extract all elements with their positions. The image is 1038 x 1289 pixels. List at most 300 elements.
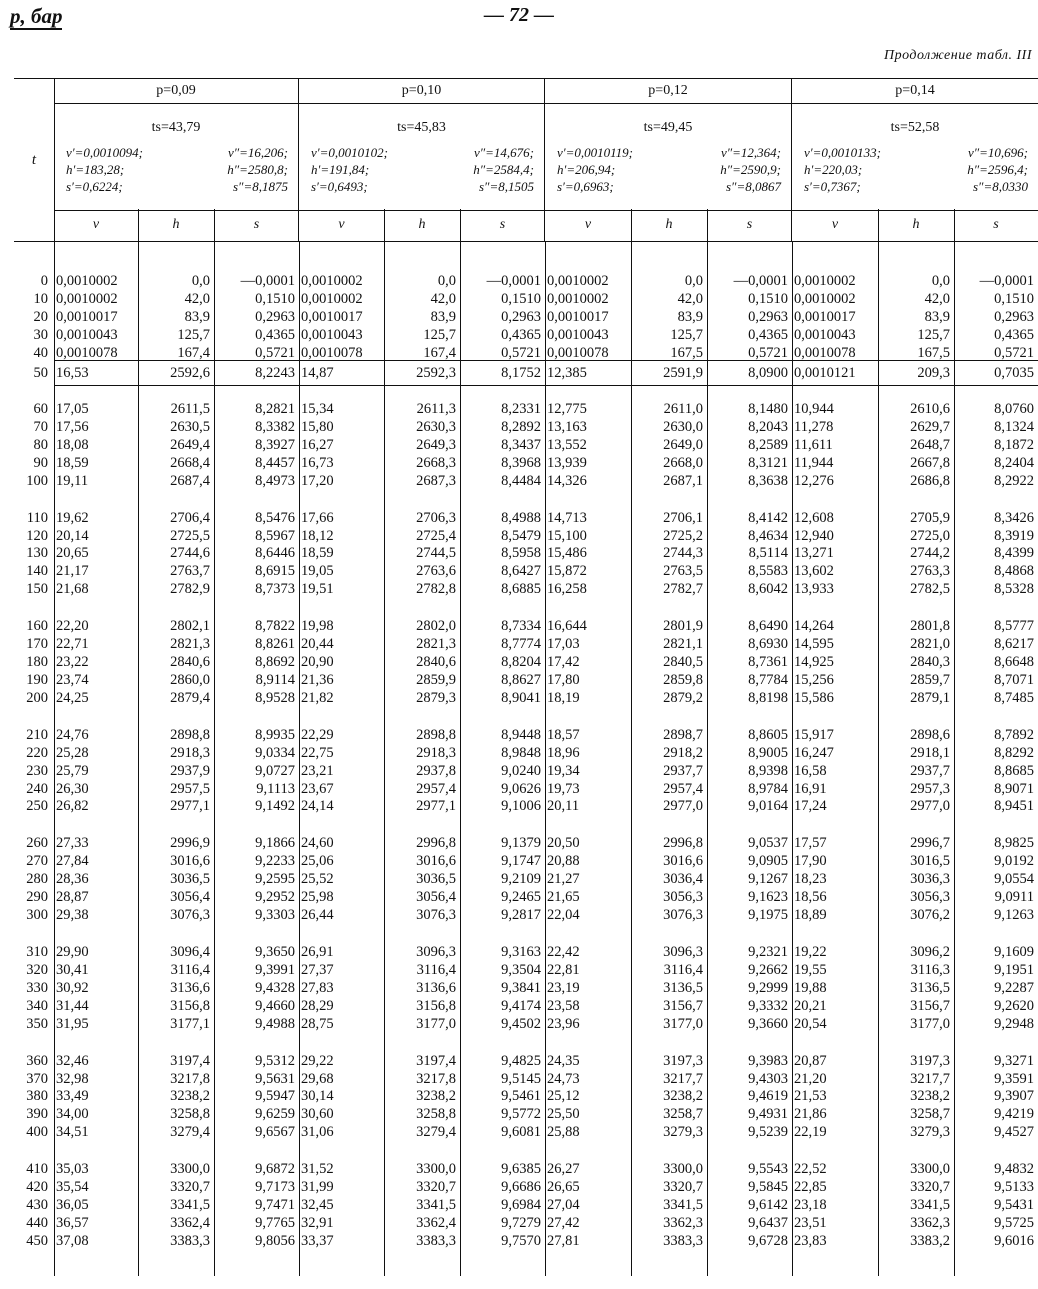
value-cell-h: 3341,5 (910, 1197, 950, 1213)
value-cell-h: 2918,1 (910, 744, 950, 761)
table-row (14, 961, 1038, 979)
value-cell-s: 8,8204 (501, 654, 541, 670)
value-cell-v: 12,940 (794, 527, 834, 544)
value-cell-v: 15,100 (547, 527, 587, 544)
value-cell-s: 8,5114 (748, 545, 788, 562)
column-header-s: s (993, 217, 999, 232)
value-cell-s: 9,5845 (748, 1179, 788, 1196)
value-cell-h: 2687,1 (663, 472, 703, 489)
value-cell-h: 2898,6 (910, 726, 950, 743)
value-cell-h: 2879,4 (170, 689, 210, 706)
value-cell-s: 9,1609 (994, 944, 1034, 960)
value-cell-h: 3197,4 (170, 1052, 210, 1069)
value-cell-h: 2996,8 (416, 835, 456, 852)
value-cell-v: 26,30 (56, 780, 89, 797)
value-cell-v: 27,37 (301, 961, 334, 978)
value-cell-s: 8,5328 (994, 581, 1034, 598)
value-cell-s: 8,2404 (994, 454, 1034, 471)
value-cell-h: 2763,6 (416, 563, 456, 580)
value-cell-s: 0,1510 (748, 290, 788, 307)
value-cell-s: 8,2821 (255, 401, 295, 417)
value-cell-s: 9,0164 (748, 798, 788, 815)
value-cell-h: 2801,9 (663, 618, 703, 635)
value-cell-v: 13,602 (794, 563, 834, 580)
saturated-vapor-value: h″=2590,9; (720, 162, 781, 177)
value-cell-s: —0,0001 (979, 273, 1034, 289)
value-cell-s: 9,4832 (994, 1161, 1034, 1178)
value-cell-v: 16,247 (794, 744, 834, 761)
value-cell-h: 2996,7 (910, 835, 950, 852)
temperature-cell: 230 (26, 762, 48, 779)
value-cell-v: 23,51 (794, 1214, 827, 1231)
value-cell-v: 26,65 (547, 1179, 580, 1196)
value-cell-h: 3258,7 (910, 1106, 950, 1123)
value-cell-s: 8,3927 (255, 436, 295, 453)
value-cell-v: 22,75 (301, 744, 334, 761)
value-cell-h: 3036,5 (416, 871, 456, 888)
pressure-label: p=0,14 (792, 79, 1038, 104)
value-cell-s: 8,2331 (501, 401, 541, 417)
value-cell-h: 2957,4 (416, 780, 456, 797)
table-row (14, 888, 1038, 906)
temperature-cell: 420 (26, 1179, 48, 1196)
value-cell-h: 2860,0 (170, 671, 210, 688)
value-cell-s: 8,8685 (994, 762, 1034, 779)
value-cell-v: 0,0010043 (794, 326, 856, 343)
value-cell-h: 2763,5 (663, 563, 703, 580)
value-cell-h: 2782,5 (910, 581, 950, 598)
value-cell-s: 9,1747 (501, 853, 541, 870)
saturation-properties (792, 104, 1038, 211)
value-cell-s: 9,2952 (255, 889, 295, 906)
value-cell-h: 83,9 (430, 308, 456, 325)
value-cell-h: 3136,6 (170, 979, 210, 996)
value-cell-s: 8,9528 (255, 689, 295, 706)
value-cell-v: 26,82 (56, 798, 89, 815)
value-cell-h: 2668,3 (416, 454, 456, 471)
value-cell-h: 2937,9 (170, 762, 210, 779)
value-cell-v: 20,14 (56, 527, 89, 544)
value-cell-v: 23,74 (56, 671, 89, 688)
value-cell-h: 3383,2 (910, 1232, 950, 1249)
value-cell-s: 8,5777 (994, 618, 1034, 635)
value-cell-s: 0,5721 (994, 344, 1034, 361)
value-cell-s: 9,2233 (255, 853, 295, 870)
value-cell-s: 9,2595 (255, 871, 295, 888)
value-cell-s: 8,9005 (748, 744, 788, 761)
value-cell-h: 3056,4 (170, 889, 210, 906)
value-cell-s: —0,0001 (240, 273, 295, 289)
value-cell-s: 0,2963 (994, 308, 1034, 325)
value-cell-s: 9,7765 (255, 1214, 295, 1231)
value-cell-h: 2879,1 (910, 689, 950, 706)
value-cell-h: 3238,2 (910, 1088, 950, 1105)
value-cell-h: 3177,1 (170, 1015, 210, 1032)
value-cell-v: 0,0010078 (547, 344, 609, 361)
saturated-liquid-value: v′=0,0010102; (311, 145, 388, 160)
value-cell-s: 8,4973 (255, 472, 295, 489)
value-cell-v: 22,71 (56, 636, 89, 653)
value-cell-s: 9,5431 (994, 1197, 1034, 1213)
value-cell-h: 2859,9 (416, 671, 456, 688)
value-cell-v: 19,98 (301, 618, 334, 635)
table-row (14, 979, 1038, 997)
value-cell-h: 3217,7 (910, 1070, 950, 1087)
value-cell-v: 30,60 (301, 1106, 334, 1123)
saturated-vapor-value: v″=16,206; (227, 145, 288, 160)
value-cell-s: 9,4219 (994, 1106, 1034, 1123)
table-row (14, 1214, 1038, 1232)
value-cell-v: 17,42 (547, 654, 580, 670)
saturation-boundary-line (54, 385, 299, 386)
value-cell-v: 18,08 (56, 436, 89, 453)
column-header-v: v (584, 217, 592, 232)
value-cell-s: 8,0900 (748, 365, 788, 381)
value-cell-v: 24,76 (56, 726, 89, 743)
column-header-s: s (253, 217, 260, 232)
value-cell-v: 15,256 (794, 671, 834, 688)
value-cell-h: 3076,2 (910, 907, 950, 923)
value-cell-v: 21,36 (301, 671, 334, 688)
value-cell-v: 0,0010043 (547, 326, 609, 343)
temperature-cell: 210 (26, 726, 48, 743)
value-cell-h: 3136,6 (416, 979, 456, 996)
value-cell-s: 9,1492 (255, 798, 295, 815)
value-cell-s: 9,5631 (255, 1070, 295, 1087)
value-cell-h: 2611,3 (416, 401, 456, 417)
value-cell-s: 8,2589 (748, 436, 788, 453)
value-cell-h: 3016,5 (910, 853, 950, 870)
value-cell-v: 18,59 (56, 454, 89, 471)
table-row (14, 1160, 1038, 1178)
table-row (14, 906, 1038, 924)
temperature-cell: 300 (26, 907, 48, 923)
value-cell-h: 3056,3 (910, 889, 950, 906)
value-cell-v: 14,326 (547, 472, 587, 489)
value-cell-s: 9,6567 (255, 1124, 295, 1141)
value-cell-s: 8,7822 (255, 618, 295, 635)
value-cell-s: 9,7471 (255, 1197, 295, 1213)
value-cell-h: 167,4 (177, 344, 210, 361)
value-cell-h: 209,3 (917, 365, 950, 381)
value-cell-v: 36,57 (56, 1214, 89, 1231)
column-divider (460, 209, 461, 241)
value-cell-s: 8,9448 (501, 726, 541, 743)
value-cell-h: 2977,0 (663, 798, 703, 815)
value-cell-v: 11,944 (794, 454, 834, 471)
value-cell-h: 2898,7 (663, 726, 703, 743)
value-cell-h: 3036,3 (910, 871, 950, 888)
value-cell-s: 8,2892 (501, 418, 541, 435)
value-cell-s: 8,9848 (501, 744, 541, 761)
value-cell-s: 8,1872 (994, 436, 1034, 453)
column-header-h: h (912, 217, 920, 232)
value-cell-s: 0,4365 (994, 326, 1034, 343)
value-cell-s: 8,8261 (255, 636, 295, 653)
temperature-cell: 290 (26, 889, 48, 906)
value-cell-h: 2687,3 (416, 472, 456, 489)
value-cell-s: 8,4868 (994, 563, 1034, 580)
value-cell-s: 9,3991 (255, 961, 295, 978)
value-cell-v: 21,68 (56, 581, 89, 598)
value-cell-h: 3156,8 (170, 997, 210, 1014)
value-cell-v: 31,99 (301, 1179, 334, 1196)
value-cell-h: 3156,7 (663, 997, 703, 1014)
value-cell-h: 2898,8 (416, 726, 456, 743)
value-cell-v: 19,88 (794, 979, 827, 996)
value-cell-v: 0,0010017 (56, 308, 118, 325)
value-cell-v: 20,90 (301, 654, 334, 670)
value-cell-s: 8,6648 (994, 654, 1034, 670)
table-row (14, 527, 1038, 545)
value-cell-h: 2821,3 (416, 636, 456, 653)
table-continuation-note: Продолжение табл. III (883, 48, 1032, 63)
value-cell-v: 24,73 (547, 1070, 580, 1087)
value-cell-h: 2918,3 (416, 744, 456, 761)
value-cell-v: 21,20 (794, 1070, 827, 1087)
value-cell-s: 9,3907 (994, 1088, 1034, 1105)
value-cell-v: 31,06 (301, 1124, 334, 1141)
pressure-label: p=0,12 (545, 79, 791, 104)
table-row (14, 454, 1038, 472)
value-cell-v: 0,0010078 (301, 344, 363, 361)
value-cell-s: 8,6915 (255, 563, 295, 580)
value-cell-s: 8,4634 (748, 527, 788, 544)
column-divider (707, 209, 708, 241)
temperature-cell: 370 (26, 1070, 48, 1087)
value-cell-v: 17,56 (56, 418, 89, 435)
value-cell-v: 28,29 (301, 997, 334, 1014)
pressure-block-0 (54, 79, 299, 241)
value-cell-s: 8,2922 (994, 472, 1034, 489)
value-cell-s: 0,1510 (255, 290, 295, 307)
value-cell-v: 21,17 (56, 563, 89, 580)
value-cell-h: 2859,8 (663, 671, 703, 688)
value-cell-h: 83,9 (677, 308, 703, 325)
value-cell-s: 8,4457 (255, 454, 295, 471)
value-cell-v: 26,91 (301, 944, 334, 960)
pressure-block-2 (545, 79, 792, 241)
value-cell-v: 17,24 (794, 798, 827, 815)
value-cell-v: 14,264 (794, 618, 834, 635)
value-cell-s: 8,3121 (748, 454, 788, 471)
table-row (14, 1196, 1038, 1214)
value-cell-h: 3217,7 (663, 1070, 703, 1087)
temperature-cell: 20 (33, 308, 48, 325)
value-cell-h: 83,9 (924, 308, 950, 325)
value-cell-s: 9,1006 (501, 798, 541, 815)
temperature-cell: 130 (26, 545, 48, 562)
value-cell-v: 25,50 (547, 1106, 580, 1123)
value-cell-v: 31,95 (56, 1015, 89, 1032)
value-cell-v: 25,52 (301, 871, 334, 888)
value-cell-h: 2763,3 (910, 563, 950, 580)
table-row (14, 562, 1038, 580)
table-header (14, 78, 1038, 242)
value-cell-h: 2957,5 (170, 780, 210, 797)
value-cell-v: 0,0010017 (794, 308, 856, 325)
value-cell-s: 8,7892 (994, 726, 1034, 743)
value-cell-s: 9,0911 (994, 889, 1034, 906)
temperature-cell: 280 (26, 871, 48, 888)
value-cell-h: 3238,2 (170, 1088, 210, 1105)
value-cell-h: 2937,7 (663, 762, 703, 779)
value-cell-h: 3341,5 (663, 1197, 703, 1213)
value-cell-h: 2937,7 (910, 762, 950, 779)
value-cell-v: 16,53 (56, 365, 89, 381)
value-cell-h: 2649,0 (663, 436, 703, 453)
value-cell-v: 23,58 (547, 997, 580, 1014)
value-cell-s: 9,4527 (994, 1124, 1034, 1141)
table-row (14, 834, 1038, 852)
value-cell-h: 2649,4 (170, 436, 210, 453)
value-cell-h: 2957,3 (910, 780, 950, 797)
value-cell-v: 29,22 (301, 1052, 334, 1069)
value-cell-v: 20,21 (794, 997, 827, 1014)
value-cell-s: 9,0727 (255, 762, 295, 779)
steam-properties-table (14, 78, 1038, 1276)
table-row (14, 290, 1038, 308)
value-cell-v: 19,05 (301, 563, 334, 580)
value-cell-v: 24,25 (56, 689, 89, 706)
value-cell-h: 3016,6 (170, 853, 210, 870)
page-number: — 72 — (484, 4, 554, 26)
value-cell-h: 2744,6 (170, 545, 210, 562)
value-cell-v: 0,0010002 (794, 290, 856, 307)
value-cell-v: 29,38 (56, 907, 89, 923)
value-cell-h: 3383,3 (170, 1232, 210, 1249)
value-cell-s: 9,5725 (994, 1214, 1034, 1231)
saturated-liquid-value: s′=0,6224; (66, 179, 123, 194)
temperature-cell: 160 (26, 618, 48, 635)
table-body (14, 242, 1038, 1276)
value-cell-h: 2630,3 (416, 418, 456, 435)
value-cell-v: 13,933 (794, 581, 834, 598)
value-cell-s: 9,6686 (501, 1179, 541, 1196)
value-cell-s: 9,3983 (748, 1052, 788, 1069)
value-cell-s: 8,3919 (994, 527, 1034, 544)
value-cell-h: 2782,7 (663, 581, 703, 598)
table-row (14, 1052, 1038, 1070)
value-cell-s: 8,5476 (255, 509, 295, 526)
value-cell-s: 9,7173 (255, 1179, 295, 1196)
table-row (14, 364, 1038, 382)
value-cell-v: 10,944 (794, 401, 834, 417)
value-cell-s: 9,1113 (256, 780, 295, 797)
value-cell-h: 3362,3 (663, 1214, 703, 1231)
value-cell-h: 3177,0 (910, 1015, 950, 1032)
value-cell-v: 25,98 (301, 889, 334, 906)
value-cell-s: 8,5967 (255, 527, 295, 544)
value-cell-v: 25,88 (547, 1124, 580, 1141)
value-cell-v: 30,92 (56, 979, 89, 996)
saturated-vapor-value: s″=8,0330 (973, 179, 1028, 194)
saturated-vapor-value: h″=2580,8; (227, 162, 288, 177)
temperature-cell: 400 (26, 1124, 48, 1141)
value-cell-h: 2918,2 (663, 744, 703, 761)
value-cell-h: 3320,7 (170, 1179, 210, 1196)
saturation-temperature: ts=43,79 (151, 120, 201, 135)
pressure-label: p=0,09 (54, 79, 298, 104)
saturated-liquid-value: h′=191,84; (311, 162, 370, 177)
value-cell-v: 24,14 (301, 798, 334, 815)
value-cell-s: 9,2662 (748, 961, 788, 978)
value-cell-v: 18,19 (547, 689, 580, 706)
value-cell-s: 9,0554 (994, 871, 1034, 888)
value-cell-h: 2725,5 (170, 527, 210, 544)
saturated-vapor-value: v″=12,364; (720, 145, 781, 160)
value-cell-v: 11,278 (794, 418, 834, 435)
table-row (14, 653, 1038, 671)
value-cell-s: 9,4660 (255, 997, 295, 1014)
value-cell-v: 19,62 (56, 509, 89, 526)
column-header-h: h (172, 217, 180, 232)
value-cell-s: 8,9825 (994, 835, 1034, 852)
value-cell-s: 8,9041 (501, 689, 541, 706)
pressure-label: p=0,10 (299, 79, 544, 104)
value-cell-s: 9,8056 (255, 1232, 295, 1249)
value-cell-s: 9,2321 (748, 944, 788, 960)
value-cell-s: 9,2817 (501, 907, 541, 923)
value-cell-h: 3300,0 (910, 1161, 950, 1178)
temperature-cell: 220 (26, 744, 48, 761)
value-cell-h: 83,9 (184, 308, 210, 325)
value-cell-s: 9,0626 (501, 780, 541, 797)
table-row (14, 943, 1038, 961)
value-cell-h: 125,7 (423, 326, 456, 343)
value-cell-h: 2802,0 (416, 618, 456, 635)
temperature-cell: 90 (33, 454, 48, 471)
value-cell-h: 3197,3 (663, 1052, 703, 1069)
value-cell-v: 20,54 (794, 1015, 827, 1032)
pressure-unit-label: p, бар (10, 4, 63, 28)
temperature-cell: 270 (26, 853, 48, 870)
value-cell-v: 23,83 (794, 1232, 827, 1249)
value-cell-v: 23,18 (794, 1197, 827, 1213)
value-cell-s: 8,8605 (748, 726, 788, 743)
value-cell-h: 2840,6 (170, 654, 210, 670)
value-cell-h: 3279,3 (910, 1124, 950, 1141)
value-cell-h: 3056,4 (416, 889, 456, 906)
value-cell-h: 2801,8 (910, 618, 950, 635)
value-cell-s: 0,1510 (994, 290, 1034, 307)
value-cell-h: 3258,7 (663, 1106, 703, 1123)
value-cell-s: —0,0001 (733, 273, 788, 289)
value-cell-v: 20,50 (547, 835, 580, 852)
value-cell-v: 22,19 (794, 1124, 827, 1141)
value-cell-v: 25,12 (547, 1088, 580, 1105)
temperature-cell: 340 (26, 997, 48, 1014)
value-cell-v: 36,05 (56, 1197, 89, 1213)
value-cell-s: 9,1975 (748, 907, 788, 923)
value-cell-s: 8,1324 (994, 418, 1034, 435)
table-row (14, 580, 1038, 598)
saturated-liquid-value: s′=0,6493; (311, 179, 368, 194)
value-cell-s: 9,2109 (501, 871, 541, 888)
value-cell-v: 0,0010121 (794, 365, 856, 381)
value-cell-h: 2859,7 (910, 671, 950, 688)
table-row (14, 544, 1038, 562)
value-cell-v: 23,21 (301, 762, 334, 779)
column-header-s: s (499, 217, 506, 232)
value-cell-s: 8,5583 (748, 563, 788, 580)
value-cell-s: 0,5721 (501, 344, 541, 361)
value-cell-h: 2996,8 (663, 835, 703, 852)
value-cell-s: 0,4365 (255, 326, 295, 343)
page-header (0, 0, 1038, 76)
value-cell-s: 8,6217 (994, 636, 1034, 653)
value-cell-h: 3016,6 (416, 853, 456, 870)
